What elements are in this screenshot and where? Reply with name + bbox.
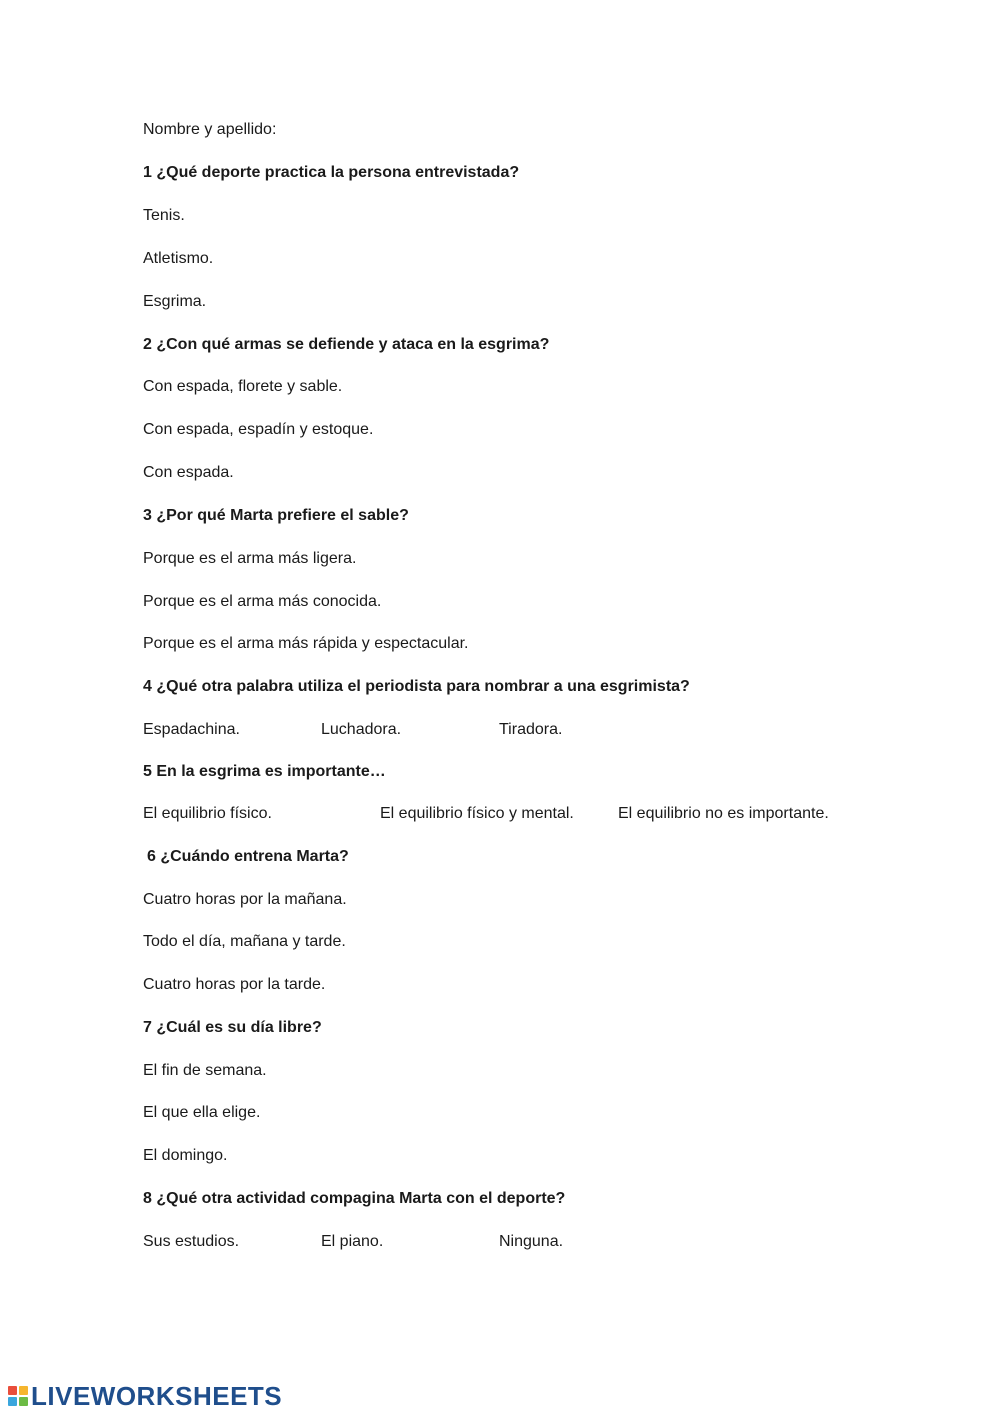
- q8-options-row: [0, 1232, 1000, 1252]
- question-4: 4 ¿Qué otra palabra utiliza el periodista para nombrar a una esgrimista?: [143, 678, 690, 695]
- question-8: 8 ¿Qué otra actividad compagina Marta con el deporte?: [143, 1190, 566, 1207]
- q8-option-2[interactable]: El piano.: [321, 1233, 384, 1250]
- q2-option-1[interactable]: Con espada, florete y sable.: [143, 378, 343, 395]
- q4-options-row: [0, 720, 1000, 740]
- q7-option-1[interactable]: El fin de semana.: [143, 1062, 267, 1079]
- question-7: 7 ¿Cuál es su día libre?: [143, 1019, 322, 1036]
- logo-block-yellow: [19, 1386, 28, 1395]
- q8-option-3[interactable]: Ninguna.: [499, 1233, 564, 1250]
- q2-option-3[interactable]: Con espada.: [143, 464, 234, 481]
- liveworksheets-logo[interactable]: [8, 1381, 282, 1411]
- q8-option-1[interactable]: Sus estudios.: [143, 1233, 240, 1250]
- question-5: 5 En la esgrima es importante…: [143, 763, 386, 780]
- question-2: 2 ¿Con qué armas se defiende y ataca en la esgrima?: [143, 336, 550, 353]
- logo-text: LIVEWORKSHEETS: [31, 1381, 283, 1411]
- q4-option-2[interactable]: Luchadora.: [321, 721, 402, 738]
- q3-option-1[interactable]: Porque es el arma más ligera.: [143, 550, 357, 567]
- q3-option-3[interactable]: Porque es el arma más rápida y espectacular.: [143, 635, 469, 652]
- q1-option-1[interactable]: Tenis.: [143, 207, 185, 224]
- q4-option-3[interactable]: Tiradora.: [499, 721, 563, 738]
- logo-block-red: [8, 1386, 17, 1395]
- q1-option-3[interactable]: Esgrima.: [143, 293, 207, 310]
- question-1: 1 ¿Qué deporte practica la persona entrevistada?: [143, 164, 520, 181]
- q5-option-3[interactable]: El equilibrio no es importante.: [618, 805, 829, 822]
- q4-option-1[interactable]: Espadachina.: [143, 721, 240, 738]
- logo-blocks-icon: [8, 1386, 28, 1406]
- q5-option-2[interactable]: El equilibrio físico y mental.: [380, 805, 574, 822]
- q6-option-2[interactable]: Todo el día, mañana y tarde.: [143, 933, 346, 950]
- question-6: 6 ¿Cuándo entrena Marta?: [147, 848, 349, 865]
- q5-options-row: [0, 804, 1000, 824]
- q5-option-1[interactable]: El equilibrio físico.: [143, 805, 272, 822]
- q1-option-2[interactable]: Atletismo.: [143, 250, 214, 267]
- q6-option-3[interactable]: Cuatro horas por la tarde.: [143, 976, 326, 993]
- name-label: Nombre y apellido:: [143, 121, 277, 138]
- logo-block-green: [19, 1397, 28, 1406]
- logo-block-blue: [8, 1397, 17, 1406]
- q6-option-1[interactable]: Cuatro horas por la mañana.: [143, 891, 347, 908]
- q7-option-2[interactable]: El que ella elige.: [143, 1104, 261, 1121]
- q7-option-3[interactable]: El domingo.: [143, 1147, 228, 1164]
- question-3: 3 ¿Por qué Marta prefiere el sable?: [143, 507, 409, 524]
- q3-option-2[interactable]: Porque es el arma más conocida.: [143, 593, 382, 610]
- q2-option-2[interactable]: Con espada, espadín y estoque.: [143, 421, 374, 438]
